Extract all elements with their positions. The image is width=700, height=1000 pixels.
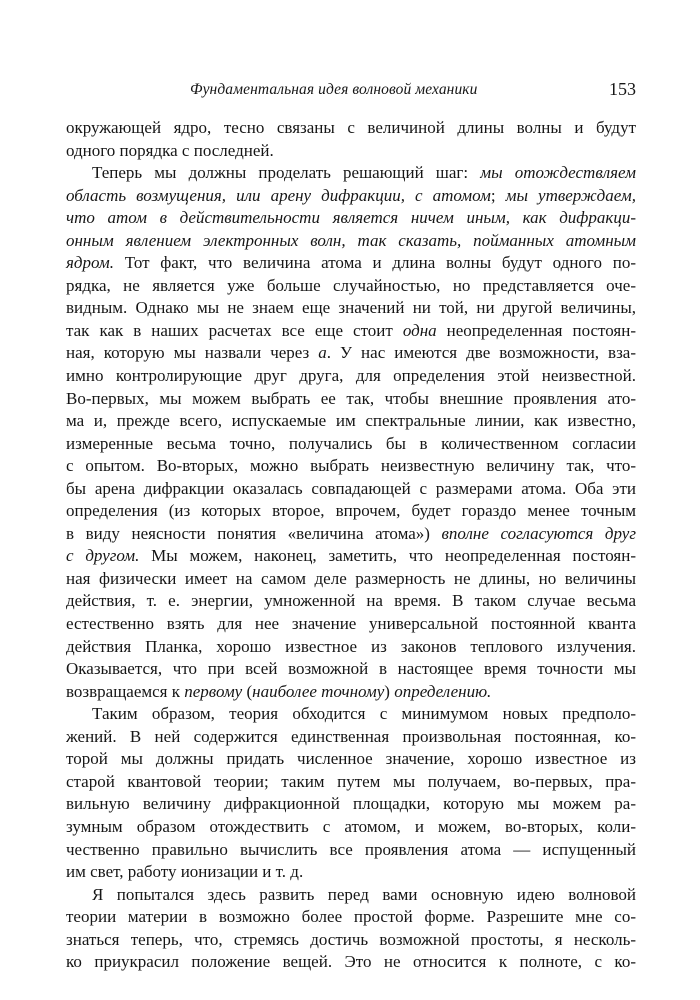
text-line — [66, 523, 636, 546]
text-line — [66, 320, 636, 343]
text-line — [66, 771, 636, 794]
text-line — [66, 297, 636, 320]
running-head — [66, 79, 636, 103]
text-span: окружающей ядро, тесно связаны с величиной длины волны и будут — [66, 118, 636, 137]
text-span: действия, т. е. энергии, умноженной на время. В таком случае весьма — [66, 591, 636, 611]
italic-text: с другом. — [66, 546, 140, 566]
italic-text: мы отождествляем — [480, 163, 636, 183]
text-line — [66, 500, 636, 523]
text-span: вильную величину дифракционной площадки, которую мы можем ра- — [66, 794, 636, 814]
text-line — [66, 455, 636, 478]
text-line — [66, 545, 636, 568]
text-span: торой мы должны придать численное значение, хорошо известное из — [66, 749, 636, 769]
text-span: бы арена дифракции оказалась совпадающей с размерами атома. Оба эти — [66, 478, 636, 498]
text-span: теории материи в возможно более простой форме. Разрешите мне со- — [66, 907, 636, 927]
text-line — [66, 162, 636, 185]
text-line — [66, 568, 636, 591]
text-line — [66, 590, 636, 613]
text-line — [66, 793, 636, 816]
text-line — [66, 681, 636, 704]
text-line — [66, 230, 636, 253]
text-span: зумным образом отождествить с атомом, и можем, во-вторых, коли- — [66, 816, 636, 836]
text-line — [66, 185, 636, 208]
text-line — [66, 658, 636, 681]
text-line — [66, 252, 636, 275]
text-line — [66, 410, 636, 433]
text-span: Теперь мы должны проделать решающий шаг: — [92, 163, 481, 183]
text-span: действия Планка, хорошо известное из законов теплового излучения. — [66, 636, 636, 656]
text-line — [66, 726, 636, 749]
text-span: знаться теперь, что, стремясь достичь возможной простоты, я несколь- — [66, 929, 636, 949]
text-span: ная, которую мы назвали через — [66, 343, 319, 363]
text-line — [66, 884, 636, 907]
text-span: определения (из которых второе, впрочем, будет гораздо менее точным — [66, 501, 636, 521]
text-span: ) — [384, 681, 395, 701]
text-line — [66, 365, 636, 388]
italic-text: что атом в действительности является ничем иным, как дифракци- — [66, 208, 636, 228]
text-span: так как в наших расчетах все еще стоит — [66, 320, 403, 340]
text-span: в виду неясности понятия «величина атома») — [66, 523, 442, 543]
text-span: Я попытался здесь развить перед вами основную идею волновой — [92, 884, 636, 904]
text-line — [66, 388, 636, 411]
text-line — [66, 839, 636, 862]
text-line — [66, 207, 636, 230]
italic-text: вполне согласуются друг — [441, 523, 636, 543]
italic-text: одна — [402, 320, 437, 340]
text-line — [66, 748, 636, 771]
text-line — [66, 951, 636, 974]
text-line — [66, 703, 636, 726]
text-span: Таким образом, теория обходится с минимумом новых предполо- — [92, 704, 636, 724]
italic-text: a — [318, 343, 327, 363]
text-span: ная физически имеет на самом деле размерность не длины, но величины — [66, 568, 636, 588]
text-line — [66, 478, 636, 501]
text-line — [66, 433, 636, 456]
italic-text: ядром. — [66, 253, 114, 273]
text-span: рядка, не является уже больше случайностью, но представляется оче- — [66, 275, 636, 295]
text-line — [66, 861, 636, 884]
text-line — [66, 636, 636, 659]
text-span: чественно правильно вычислить все проявления атома — испущенный — [66, 839, 636, 859]
text-span: . У нас имеются две возможности, вза- — [326, 343, 637, 363]
italic-text: мы утверждаем, — [505, 185, 636, 205]
page-number: 153 — [609, 79, 636, 99]
text-span: ко приукрасил положение вещей. Это не относится к полноте, с ко- — [66, 952, 636, 972]
text-span: Во-первых, мы можем выбрать ее так, чтобы внешние проявления ато- — [66, 388, 636, 408]
text-span: с опытом. Во-вторых, можно выбрать неизвестную величину так, что- — [66, 456, 636, 476]
text-line — [66, 140, 636, 163]
text-span: ( — [242, 681, 253, 701]
text-span: неопределенная постоян- — [436, 320, 636, 340]
text-span: возвращаемся к — [66, 681, 185, 701]
text-span: жений. В ней содержится единственная произвольная постоянная, ко- — [66, 726, 636, 746]
text-line — [66, 275, 636, 298]
text-line — [66, 342, 636, 365]
text-line — [66, 117, 636, 140]
text-span: Оказывается, что при всей возможной в настоящее время точности мы — [66, 659, 636, 679]
text-span: ; — [490, 185, 506, 205]
text-line — [66, 906, 636, 929]
text-line — [66, 816, 636, 839]
italic-text: определению. — [394, 681, 492, 701]
italic-text: область возмущения, или арену дифракции, с атомом — [66, 185, 491, 205]
text-span: имно контролирующие друг друга, для определения этой неизвестной. — [66, 366, 636, 386]
running-head-title: Фундаментальная идея волновой механики — [190, 81, 478, 98]
italic-text: онным явлением электронных волн, так сказать, пойманных атомным — [66, 230, 636, 250]
text-span: естественно взять для нее значение универсальной постоянной кванта — [66, 614, 636, 634]
text-span: Мы можем, наконец, заметить, что неопределенная постоян- — [139, 546, 636, 566]
text-span: им свет, работу ионизации и т. д. — [66, 862, 304, 882]
text-span: Тот факт, что величина атома и длина волны будут одного по- — [113, 253, 636, 273]
body-text — [66, 117, 636, 974]
text-line — [66, 929, 636, 952]
text-span: видным. Однако мы не знаем еще значений ни той, ни другой величины, — [66, 298, 636, 318]
italic-text: наиболее точному — [252, 681, 385, 701]
text-span: ма и, прежде всего, испускаемые им спектральные линии, как известно, — [66, 411, 636, 431]
text-span: одного порядка с последней. — [66, 140, 274, 160]
text-line — [66, 613, 636, 636]
text-span: старой квантовой теории; таким путем мы получаем, во-первых, пра- — [66, 771, 636, 791]
text-span: измеренные весьма точно, получались бы в количественном согласии — [66, 433, 636, 453]
italic-text: первому — [184, 681, 243, 701]
